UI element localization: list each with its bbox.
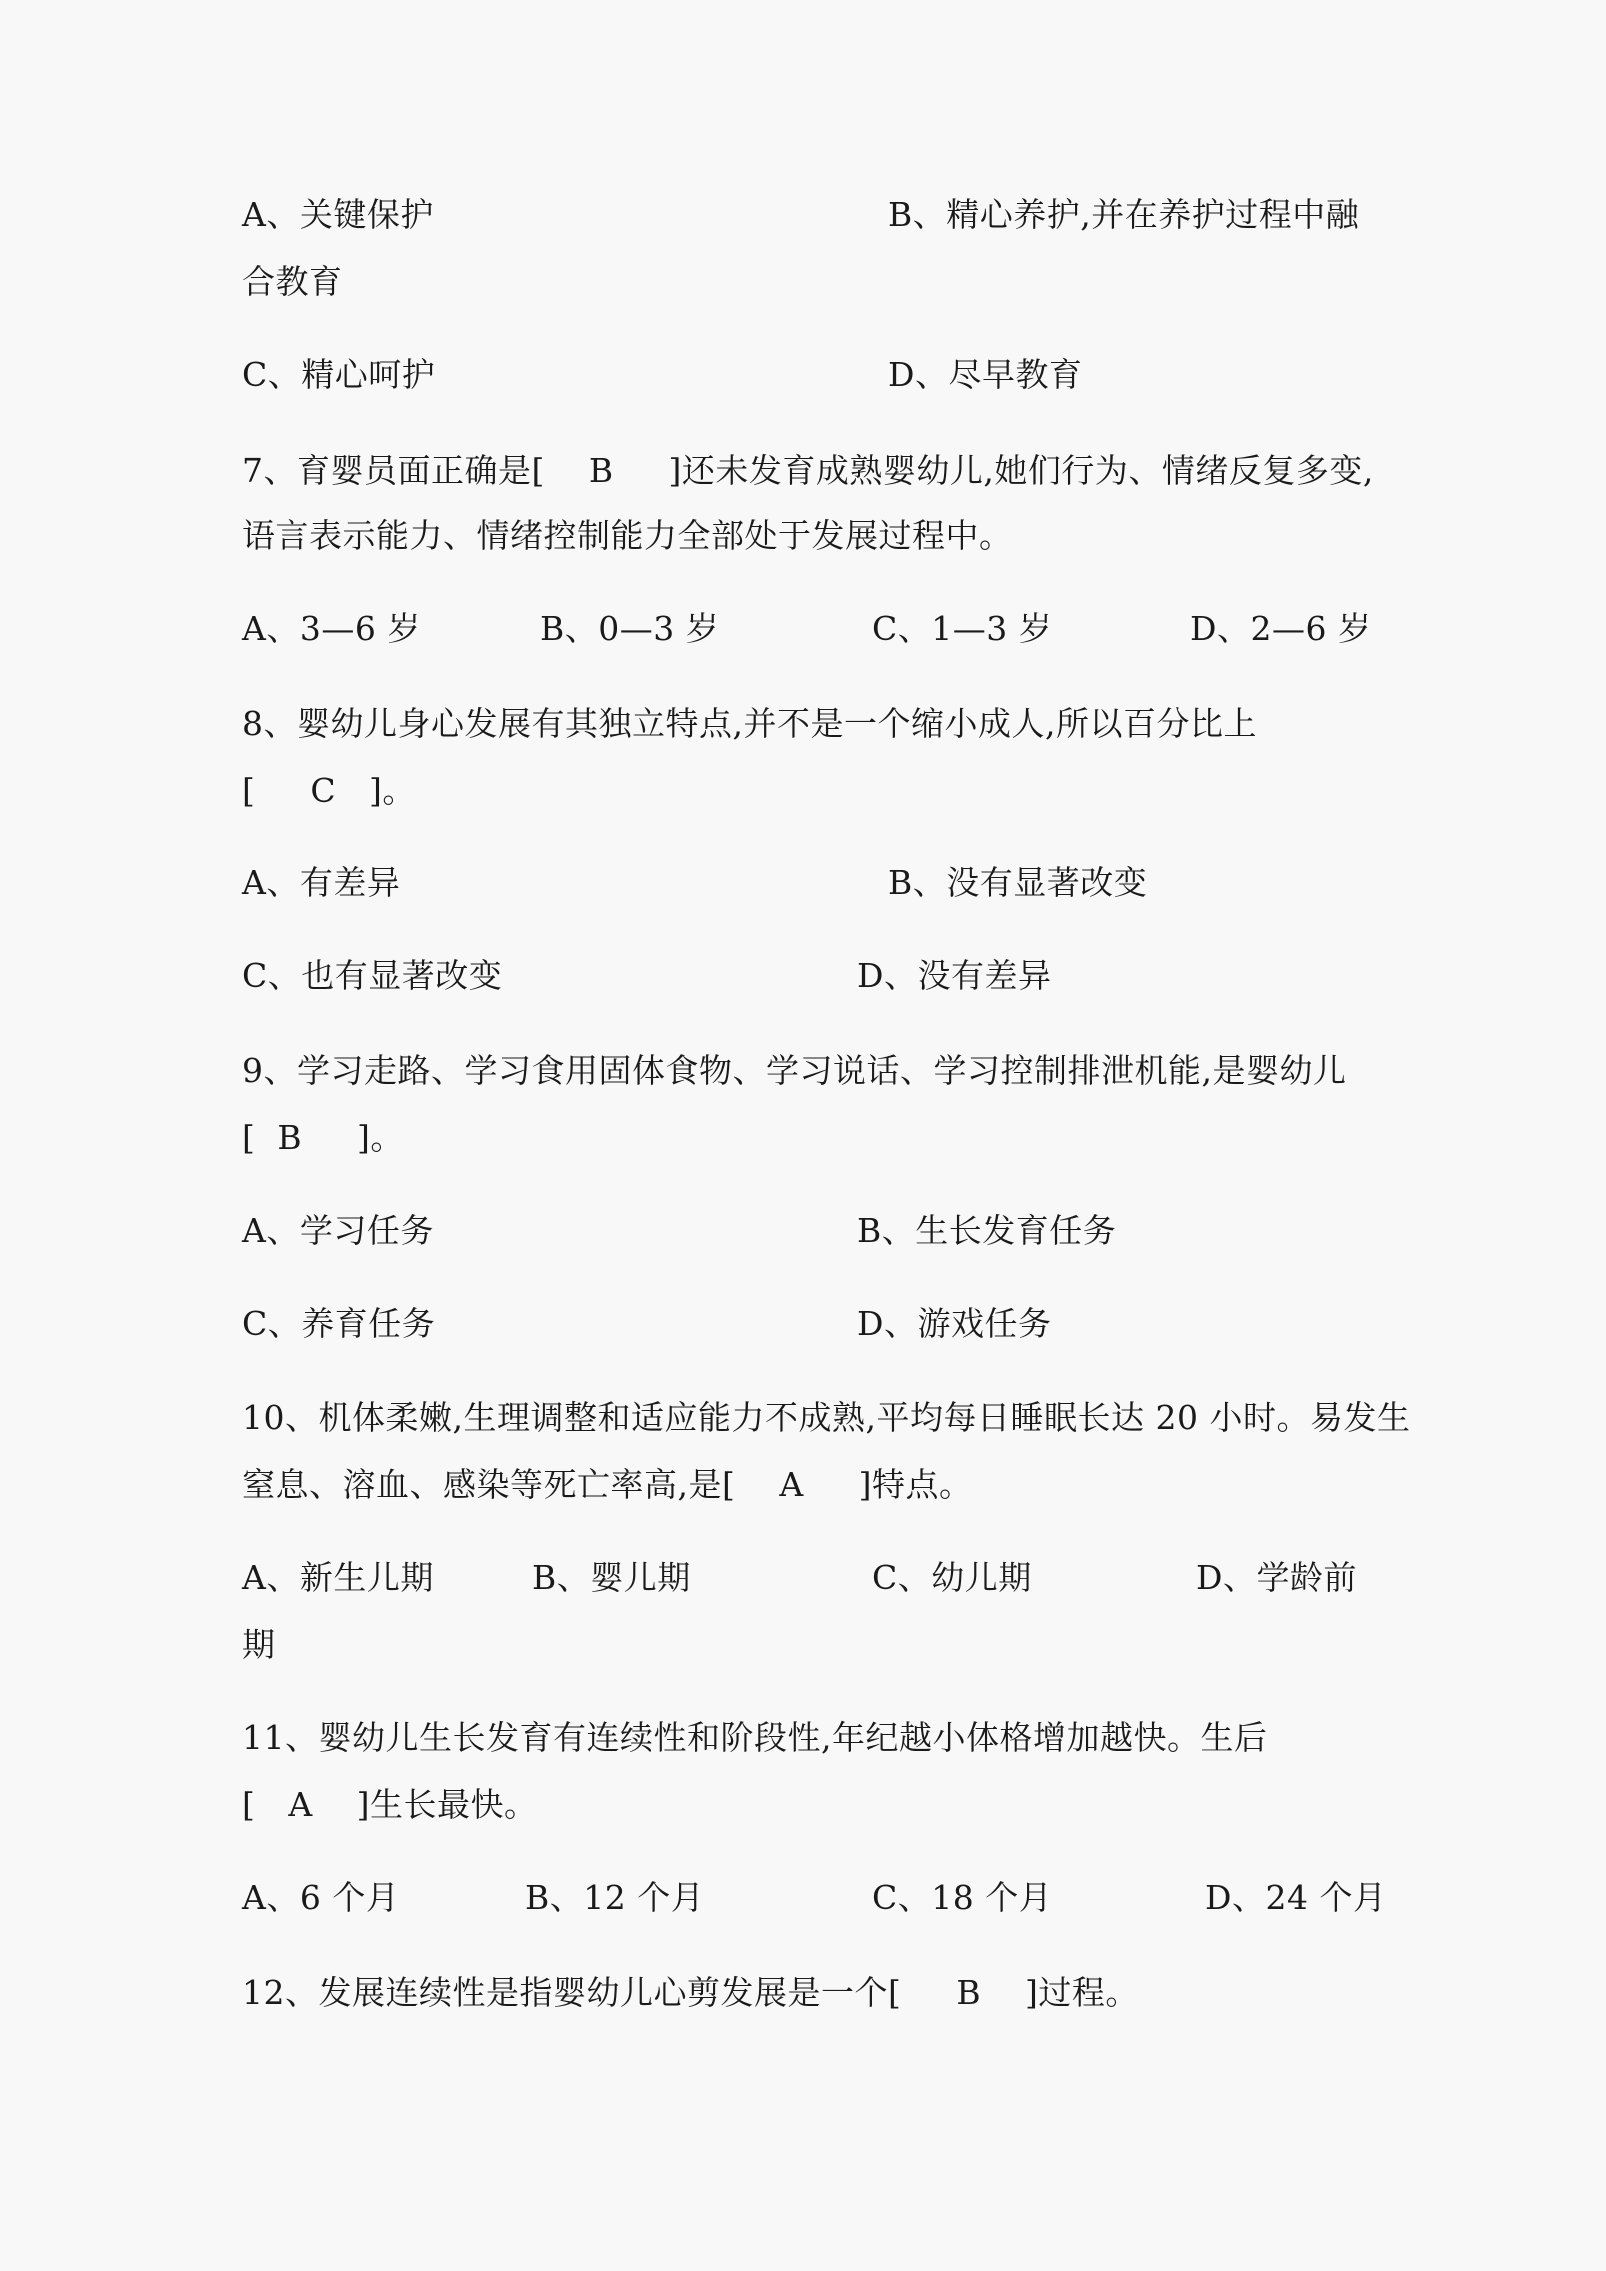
q11-question-line-2: [ A ]生长最快。 [242,1785,538,1824]
q8-option-d: D、没有差异 [857,956,1052,995]
q12-question-line-1: 12、发展连续性是指婴幼儿心剪发展是一个[ B ]过程。 [242,1973,1139,2012]
q7-option-d: D、2—6 岁 [1190,609,1372,648]
q8-option-a: A、有差异 [242,863,401,902]
q9-option-b: B、生长发育任务 [857,1211,1117,1250]
q6-option-c: C、精心呵护 [242,355,436,394]
q7-option-c: C、1—3 岁 [872,609,1053,648]
q6-option-a: A、关键保护 [242,195,434,234]
q11-option-d: D、24 个月 [1205,1878,1387,1917]
q9-option-d: D、游戏任务 [857,1304,1052,1343]
q10-option-c: C、幼儿期 [872,1558,1032,1597]
q10-question-line-1: 10、机体柔嫩,生理调整和适应能力不成熟,平均每日睡眠长达 20 小时。易发生 [242,1398,1411,1437]
q8-question-line-2: [ C ]。 [242,771,416,810]
q11-option-b: B、12 个月 [525,1878,705,1917]
q11-question-line-1: 11、婴幼儿生长发育有连续性和阶段性,年纪越小体格增加越快。生后 [242,1718,1268,1757]
q6-option-b: B、精心养护,并在养护过程中融 [888,195,1360,234]
q11-option-c: C、18 个月 [872,1878,1053,1917]
q7-option-a: A、3—6 岁 [242,609,421,648]
q8-option-c: C、也有显著改变 [242,956,503,995]
q10-question-line-2: 窒息、溶血、感染等死亡率高,是[ A ]特点。 [242,1465,973,1504]
q8-question-line-1: 8、婴幼儿身心发展有其独立特点,并不是一个缩小成人,所以百分比上 [242,704,1257,743]
q8-option-b: B、没有显著改变 [888,863,1148,902]
q10-option-b: B、婴儿期 [532,1558,691,1597]
q10-option-d: D、学龄前 [1196,1558,1357,1597]
q6-option-d: D、尽早教育 [888,355,1083,394]
q7-question-line-1: 7、育婴员面正确是[ B ]还未发育成熟婴幼儿,她们行为、情绪反复多变, [242,451,1374,490]
q9-question-line-1: 9、学习走路、学习食用固体食物、学习说话、学习控制排泄机能,是婴幼儿 [242,1051,1347,1090]
q11-option-a: A、6 个月 [242,1878,400,1917]
q10-option-d-continued: 期 [242,1625,276,1664]
q6-option-b-continued: 合教育 [242,262,343,301]
q9-option-a: A、学习任务 [242,1211,434,1250]
q7-question-line-2: 语言表示能力、情绪控制能力全部处于发展过程中。 [242,516,1013,555]
q9-option-c: C、养育任务 [242,1304,436,1343]
q10-option-a: A、新生儿期 [242,1558,434,1597]
q9-question-line-2: [ B ]。 [242,1118,404,1157]
q7-option-b: B、0—3 岁 [540,609,720,648]
